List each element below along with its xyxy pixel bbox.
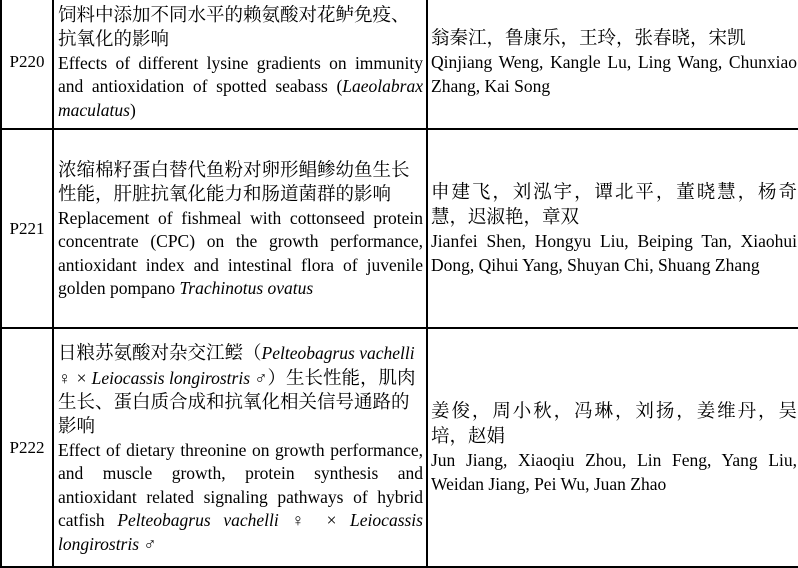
- title-english: [58, 207, 423, 301]
- title-chinese: 饲料中添加不同水平的赖氨酸对花鲈免疫、抗氧化的影响: [58, 4, 410, 50]
- title-english: [58, 439, 423, 557]
- paper-id: P220: [1, 0, 53, 129]
- title-chinese: [58, 341, 423, 439]
- species-name: Pelteobagrus vachelli ♀ × Leiocassis longirostris ♂: [58, 342, 415, 388]
- title-english-tail: ): [129, 99, 136, 120]
- paper-id: P222: [1, 328, 53, 567]
- paper-id: P221: [1, 129, 53, 328]
- authors-cell: [427, 328, 798, 567]
- authors-cell: [427, 0, 798, 129]
- paper-title-cell: [53, 0, 427, 129]
- table-row: [1, 129, 798, 328]
- species-name: Trachinotus ovatus: [179, 278, 314, 298]
- paper-title-cell: [53, 129, 427, 328]
- authors-chinese: 姜俊，周小秋，冯琳，刘扬，姜维丹，吴培，赵娟: [431, 401, 797, 447]
- title-english-text: Effects of different lysine gradients on immunity and antioxidation of spotted seabass (: [58, 52, 423, 97]
- title-english: [58, 52, 423, 123]
- title-chinese: 浓缩棉籽蛋白替代鱼粉对卵形鲳鲹幼鱼生长性能，肝脏抗氧化能力和肠道菌群的影响: [58, 159, 410, 205]
- paper-title-cell: [53, 328, 427, 567]
- authors-english: Qinjiang Weng, Kangle Lu, Ling Wang, Chunxiao Zhang, Kai Song: [431, 52, 797, 96]
- authors-english: Jun Jiang, Xiaoqiu Zhou, Lin Feng, Yang Liu, Weidan Jiang, Pei Wu, Juan Zhao: [431, 450, 797, 494]
- authors-chinese: 翁秦江，鲁康乐，王玲，张春晓，宋凯: [431, 28, 746, 49]
- authors-english: Jianfei Shen, Hongyu Liu, Beiping Tan, Xiaohui Dong, Qihui Yang, Shuyan Chi, Shuang Zhang: [431, 231, 797, 275]
- authors-cell: [427, 129, 798, 328]
- species-name: Laeolabrax maculatus: [58, 76, 423, 120]
- species-name: Pelteobagrus vachelli ♀ × Leiocassis longirostris ♂: [58, 510, 423, 554]
- table-row: [1, 0, 798, 129]
- title-english-text: Replacement of fishmeal with cottonseed protein concentrate (CPC) on the growth performance, antioxidant index and intestinal flora of juvenile golden pompano: [58, 207, 423, 298]
- title-english-text: Effect of dietary threonine on growth performance, and muscle growth, protein synthesis and antioxidant related signaling pathways of hybrid catfish: [58, 439, 423, 531]
- authors-chinese: 申建飞，刘泓宇，谭北平，董晓慧，杨奇慧，迟淑艳，章双: [431, 182, 797, 228]
- table-row: [1, 328, 798, 567]
- title-chinese-text: 日粮苏氨酸对杂交江鲿（: [58, 342, 262, 364]
- title-chinese-tail: ）生长性能，肌肉生长、蛋白质合成和抗氧化相关信号通路的影响: [58, 367, 416, 437]
